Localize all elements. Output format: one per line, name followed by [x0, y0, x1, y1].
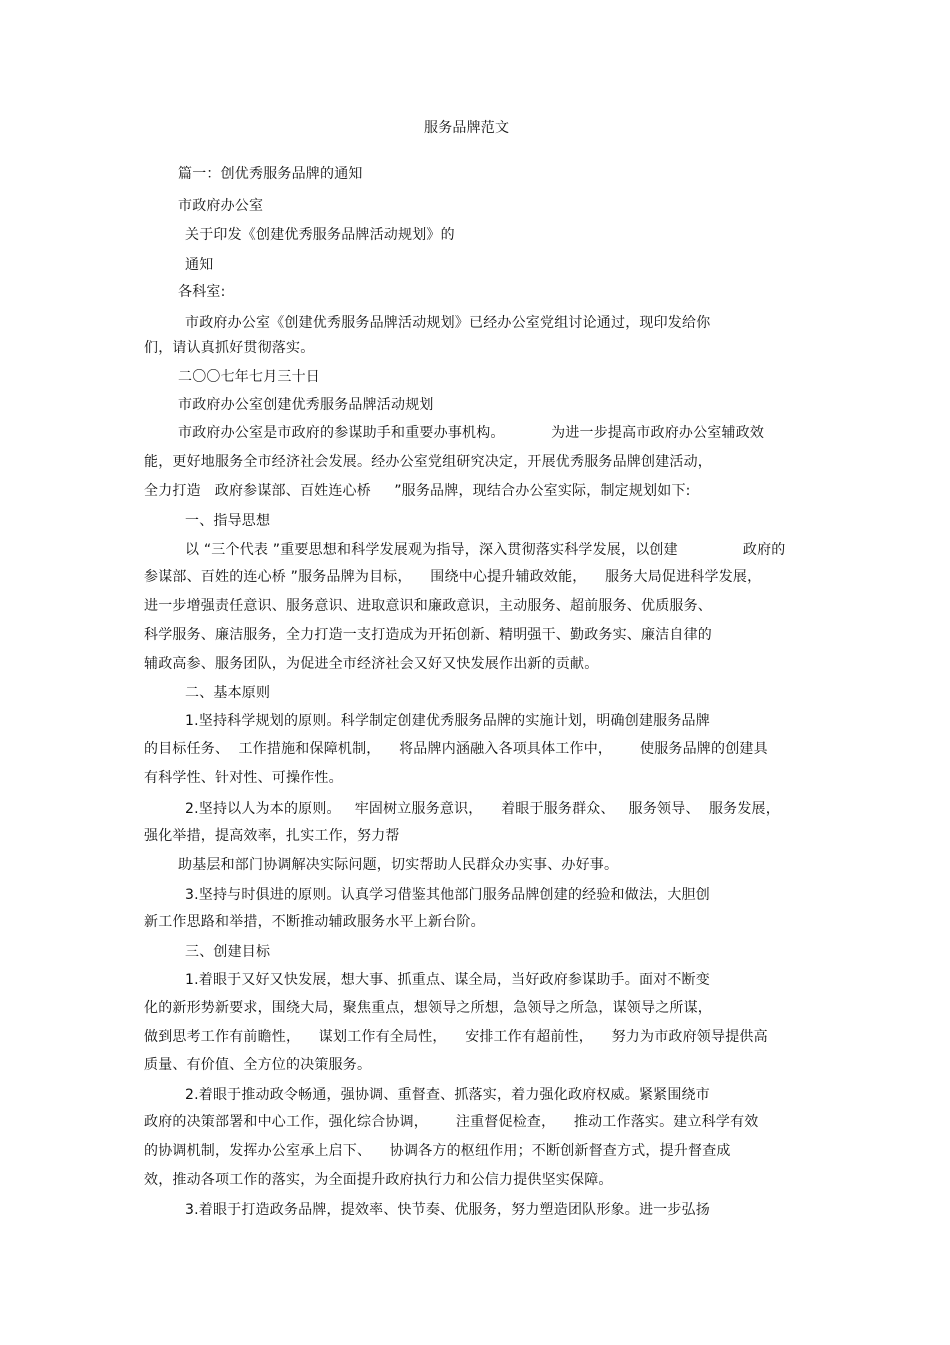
text-line: 市政府办公室是市政府的参谋助手和重要办事机构。 为进一步提高市政府办公室辅政效: [178, 425, 765, 441]
section-heading: 一、指导思想: [185, 513, 271, 529]
section-heading: 三、创建目标: [185, 944, 271, 960]
text-line: 篇一：创优秀服务品牌的通知: [178, 166, 363, 182]
text-line: 质量、有价值、全方位的决策服务。: [144, 1057, 372, 1073]
text-line: 市政府办公室: [178, 198, 264, 214]
text-line: 关于印发《创建优秀服务品牌活动规划》的: [185, 227, 455, 243]
text-line: 参谋部、百姓的连心桥 ”服务品牌为目标， 围绕中心提升辅政效能， 服务大局促进科学发展，: [144, 569, 762, 585]
text-line: 科学服务、廉洁服务，全力打造一支打造成为开拓创新、精明强干、勤政务实、廉洁自律的: [144, 627, 712, 643]
text-line: 2.着眼于推动政令畅通，强协调、重督查、抓落实，着力强化政府权威。紧紧围绕市: [185, 1087, 710, 1103]
section-heading: 二、基本原则: [185, 685, 271, 701]
text-line: 通知: [185, 257, 214, 273]
text-line: 进一步增强责任意识、服务意识、进取意识和廉政意识，主动服务、超前服务、优质服务、: [144, 598, 712, 614]
text-line: 1.着眼于又好又快发展，想大事、抓重点、谋全局，当好政府参谋助手。面对不断变: [185, 972, 710, 988]
text-line: 化的新形势新要求，围绕大局，聚焦重点，想领导之所想，急领导之所急，谋领导之所谋，: [144, 1000, 712, 1016]
text-line: 市政府办公室创建优秀服务品牌活动规划: [178, 397, 434, 413]
text-line: 新工作思路和举措，不断推动辅政服务水平上新台阶。: [144, 914, 485, 930]
text-line: 政府的决策部署和中心工作，强化综合协调， 注重督促检查， 推动工作落实。建立科学有效: [144, 1114, 759, 1130]
text-line: 强化举措，提高效率，扎实工作，努力帮: [144, 828, 400, 844]
text-line: 能，更好地服务全市经济社会发展。经办公室党组研究决定，开展优秀服务品牌创建活动，: [144, 454, 712, 470]
text-line: 辅政高参、服务团队，为促进全市经济社会又好又快发展作出新的贡献。: [144, 656, 599, 672]
text-line: 们，请认真抓好贯彻落实。: [144, 340, 315, 356]
text-line: 有科学性、针对性、可操作性。: [144, 770, 343, 786]
text-line: 2.坚持以人为本的原则。 牢固树立服务意识， 着眼于服务群众、 服务领导、 服务发展，: [185, 801, 780, 817]
text-line: 做到思考工作有前瞻性， 谋划工作有全局性， 安排工作有超前性， 努力为市政府领导提供高: [144, 1029, 768, 1045]
text-line: 二〇〇七年七月三十日: [178, 369, 320, 385]
text-line: 效，推动各项工作的落实，为全面提升政府执行力和公信力提供坚实保障。: [144, 1172, 613, 1188]
document-title: 服务品牌范文: [424, 120, 510, 136]
text-line: 3.坚持与时俱进的原则。认真学习借鉴其他部门服务品牌创建的经验和做法，大胆创: [185, 887, 710, 903]
text-line: 以 “三个代表 ”重要思想和科学发展观为指导，深入贯彻落实科学发展，以创建 政府的: [185, 542, 786, 558]
text-line: 的目标任务、 工作措施和保障机制， 将品牌内涵融入各项具体工作中， 使服务品牌的创建具: [144, 741, 768, 757]
text-line: 全力打造 政府参谋部、百姓连心桥 ”服务品牌，现结合办公室实际，制定规划如下:: [144, 483, 691, 499]
text-line: 市政府办公室《创建优秀服务品牌活动规划》已经办公室党组讨论通过，现印发给你: [185, 315, 711, 331]
text-line: 的协调机制，发挥办公室承上启下、 协调各方的枢纽作用；不断创新督查方式，提升督查成: [144, 1143, 731, 1159]
text-line: 3.着眼于打造政务品牌，提效率、快节奏、优服务，努力塑造团队形象。进一步弘扬: [185, 1202, 710, 1218]
text-line: 各科室:: [178, 284, 226, 300]
text-line: 1.坚持科学规划的原则。科学制定创建优秀服务品牌的实施计划，明确创建服务品牌: [185, 713, 710, 729]
text-line: 助基层和部门协调解决实际问题，切实帮助人民群众办实事、办好事。: [178, 857, 619, 873]
